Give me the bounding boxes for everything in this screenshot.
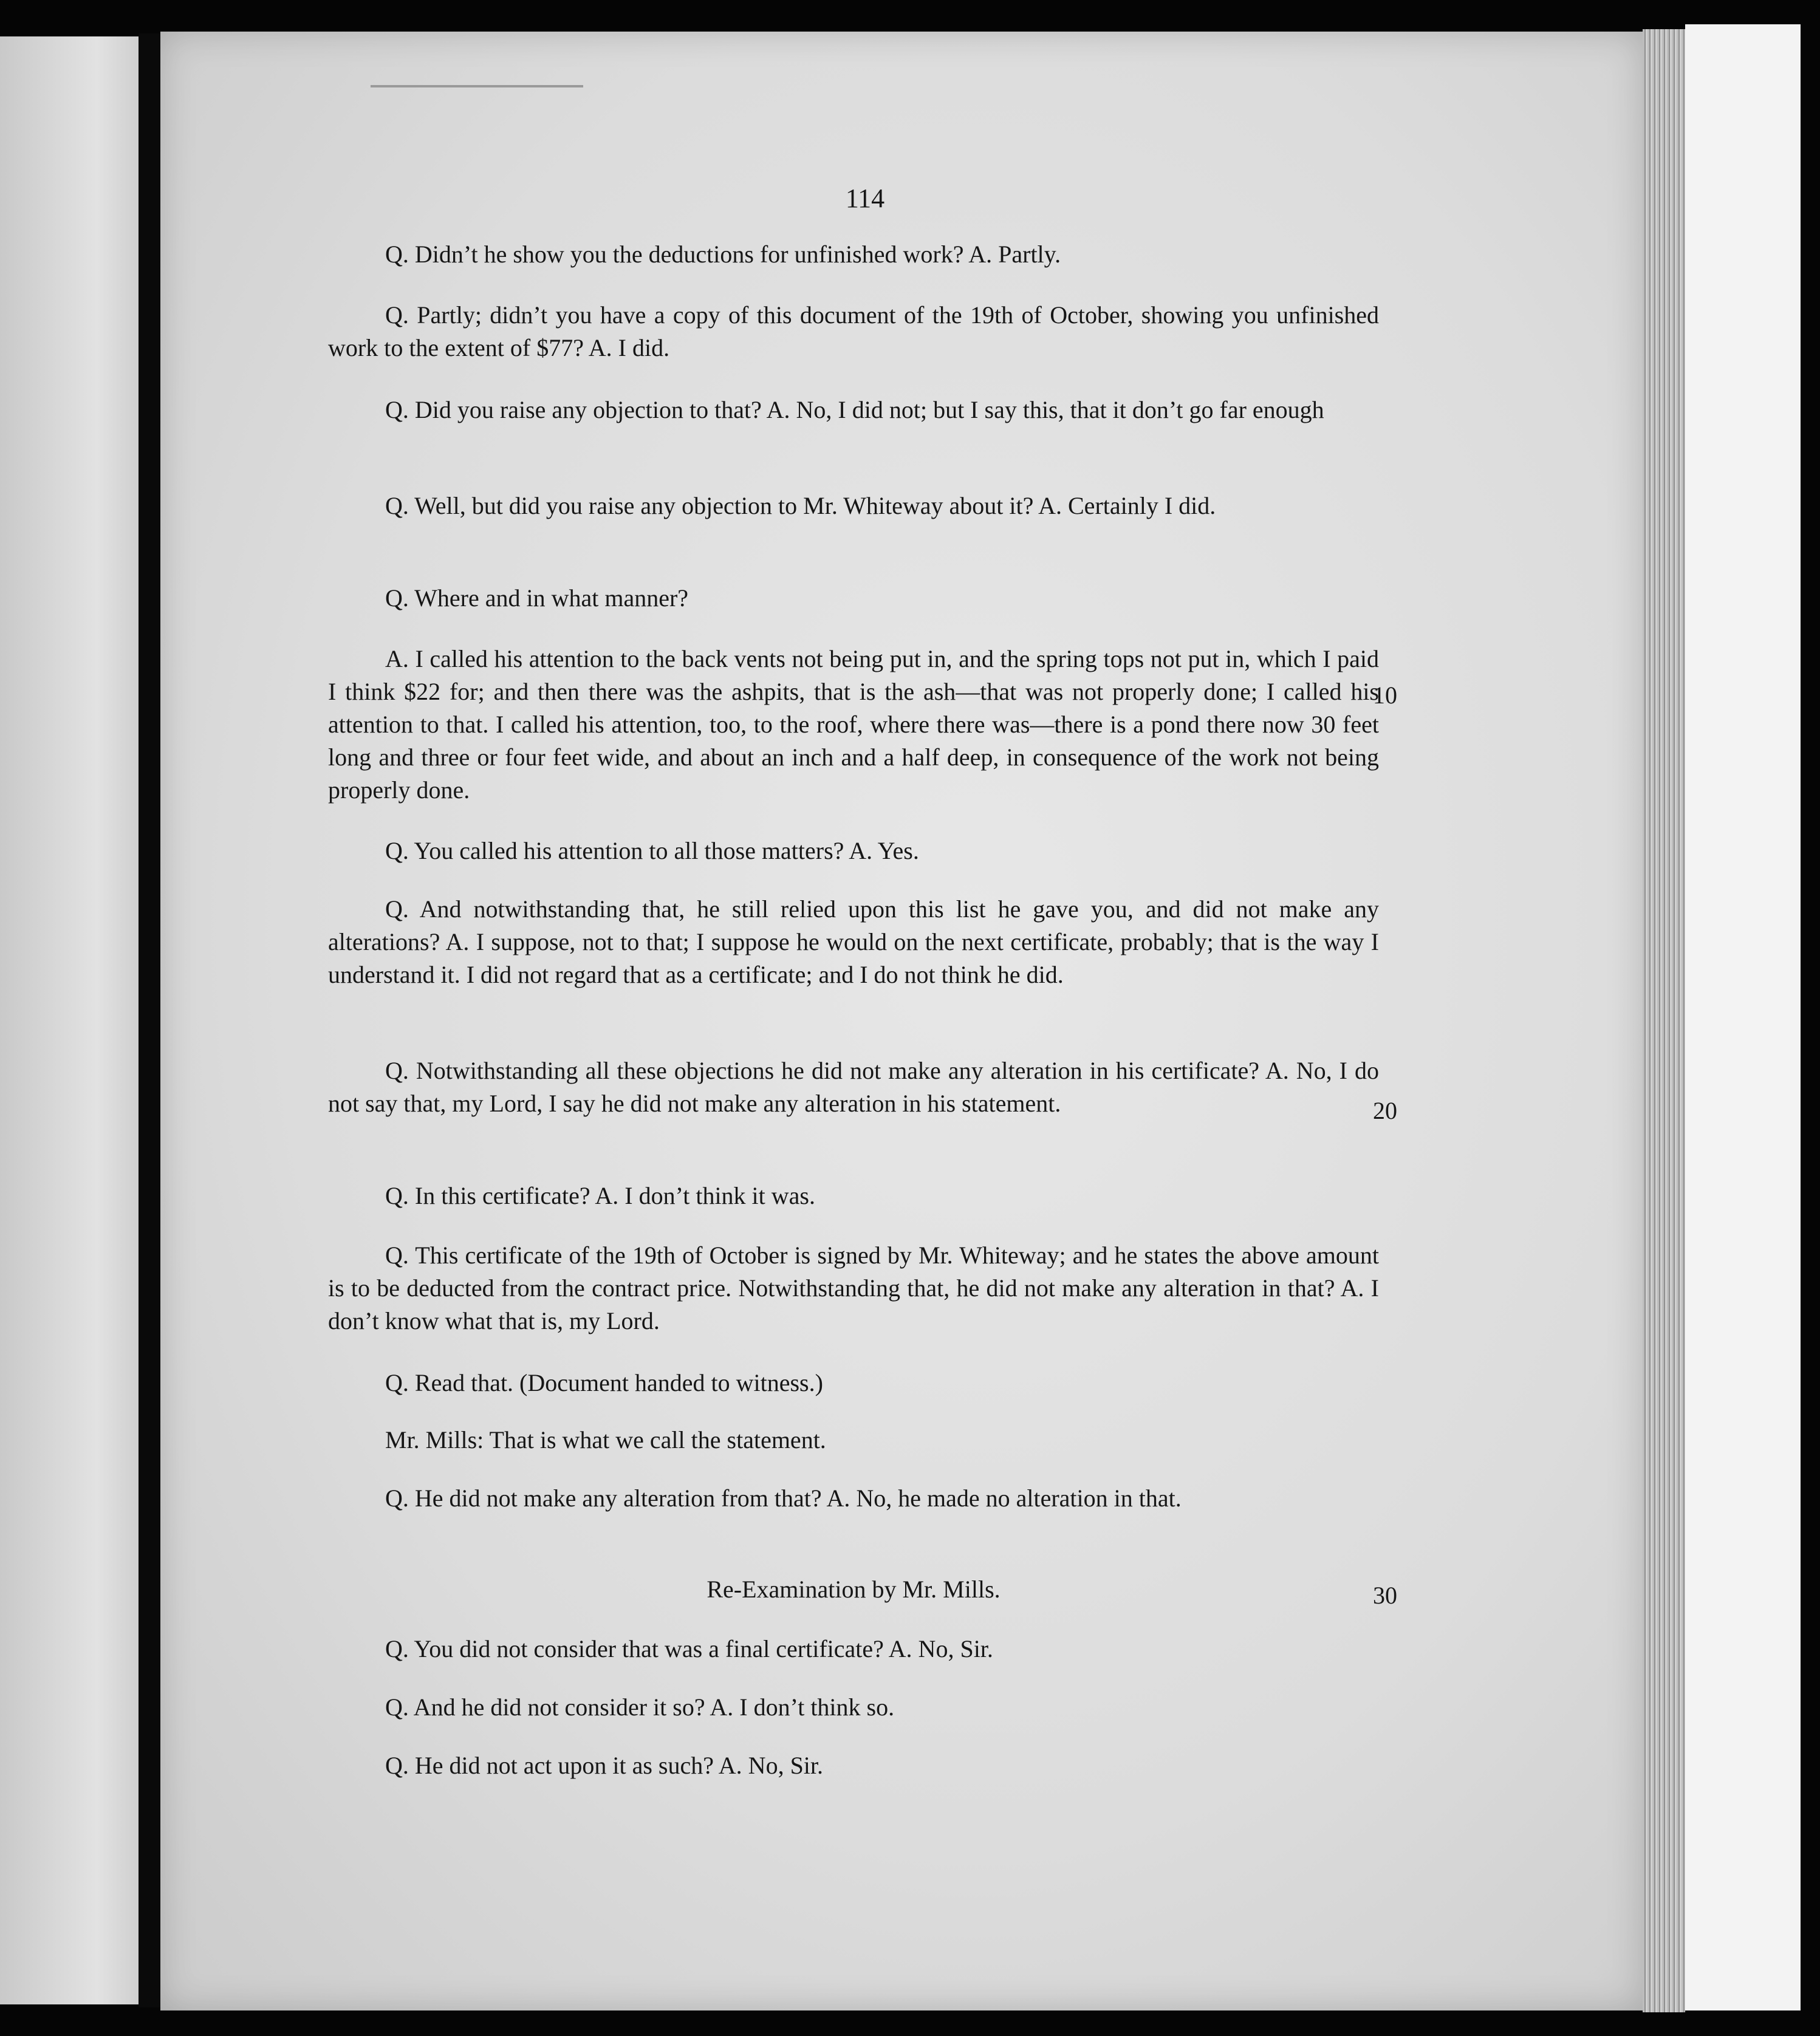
paragraph-16: Q. And he did not consider it so? A. I don’t think so. [385,1693,895,1721]
page-number: 114 [845,183,885,213]
top-rule-mark [371,85,583,87]
page-stack-edges [1643,29,1685,2012]
paragraph-12: Q. Read that. (Document handed to witness.) [385,1369,823,1396]
line-number-10: 10 [1373,682,1397,709]
paragraph-8: Q. And notwithstanding that, he still relied upon this list he gave you, and did not make any alterations? A. I suppose, not to that; I suppose he would on the next certificate, probably; that is the way I understand it. I did not regard that as a certificate; and I do not think he did. [328,895,1379,988]
paragraph-14: Q. He did not make any alteration from that? A. No, he made no alteration in that. [385,1484,1182,1512]
paragraph-1: Q. Didn’t he show you the deductions for unfinished work? A. Partly. [385,241,1061,268]
line-number-30: 30 [1373,1582,1397,1609]
paragraph-9: Q. Notwithstanding all these objections he did not make any alteration in his certificate? A. No, I do not say that, my Lord, I say he did not make any alteration in his statement. [328,1057,1379,1117]
paragraph-7: Q. You called his attention to all those matters? A. Yes. [385,837,919,864]
line-number-20: 20 [1373,1097,1397,1124]
paragraph-17: Q. He did not act upon it as such? A. No, Sir. [385,1752,824,1779]
paragraph-4: Q. Well, but did you raise any objection to Mr. Whiteway about it? A. Certainly I did. [385,492,1216,519]
book-gutter [139,33,160,2007]
scan-background [1685,24,1801,2010]
section-heading: Re-Examination by Mr. Mills. [706,1576,1001,1603]
paragraph-5: Q. Where and in what manner? [385,584,689,612]
paragraph-2: Q. Partly; didn’t you have a copy of this document of the 19th of October, showing you unfinished work to the extent of $77? A. I did. [328,301,1379,361]
paragraph-13: Mr. Mills: That is what we call the statement. [385,1426,826,1454]
paragraph-3: Q. Did you raise any objection to that? A. No, I did not; but I say this, that it don’t go far enough [385,396,1324,423]
paragraph-10: Q. In this certificate? A. I don’t think it was. [385,1182,815,1209]
paragraph-15: Q. You did not consider that was a final certificate? A. No, Sir. [385,1635,993,1662]
paragraph-11: Q. This certificate of the 19th of October is signed by Mr. Whiteway; and he states the above amount is to be deducted from the contract price. Notwithstanding that, he did not make any alteration in that? A. I don’t know what that is, my Lord. [328,1242,1379,1334]
facing-page-edge [0,36,139,2004]
paragraph-6: A. I called his attention to the back vents not being put in, and the spring tops not put in, which I paid I think $22 for; and then there was the ashpits, that is the ash––that was not properly done; I called his attention to that. I called his attention, too, to the roof, where there was––there is a pond there now 30 feet long and three or four feet wide, and about an inch and a half deep, in consequence of the work not being properly done. [328,645,1379,804]
